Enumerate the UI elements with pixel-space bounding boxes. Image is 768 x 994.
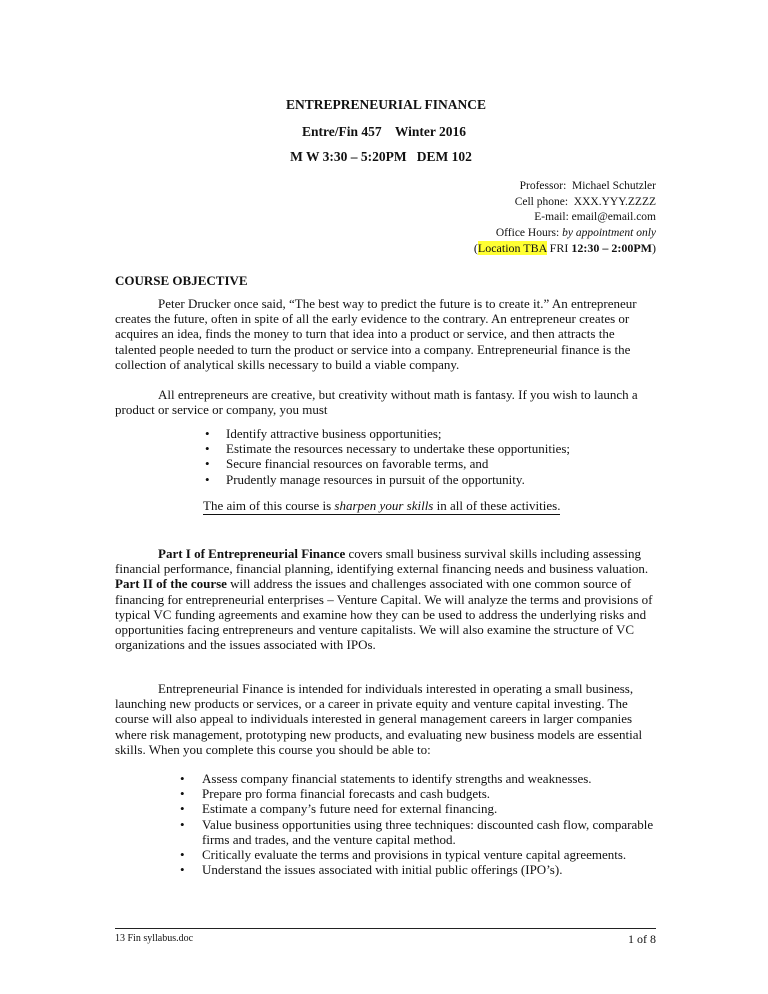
office-hours-label: Office Hours: — [495, 226, 560, 239]
course-title: ENTREPRENEURIAL FINANCE — [286, 97, 486, 112]
location-day: FRI — [546, 241, 572, 255]
objective-text-1: Peter Drucker once said, “The best way to predict the future is to create it.” An entrepreneur creates the future, often in spite of all the early evidence to the contrary. An entrepreneur creates or acquires an idea, finds the money to turn that idea into a product or service, and then attracts the talented people needed to turn the product or service into a company. Entrepreneurial finance is the collection of analytical skills necessary to build a viable company. — [115, 296, 637, 372]
location-close-paren: ) — [652, 241, 656, 255]
objective-paragraph-1 — [115, 296, 655, 372]
location-time: 12:30 – 2:00PM — [571, 241, 652, 255]
location-open-paren: ( — [473, 241, 478, 255]
list-item: • Assess company financial statements to identify strengths and weaknesses. — [180, 771, 660, 786]
professor-line: Professor: Michael Schutzler — [519, 180, 656, 192]
list-item: • Prepare pro forma financial forecasts and cash budgets. — [180, 786, 660, 801]
office-hours-line — [356, 226, 656, 242]
location-line — [356, 241, 656, 257]
location-highlight: Location TBA — [477, 241, 547, 255]
part-2-label: Part II of the course — [115, 576, 227, 592]
objective-paragraph-2 — [115, 387, 655, 417]
list-item: • Critically evaluate the terms and provisions in typical venture capital agreements. — [180, 847, 660, 862]
aim-text-end: in all of these activities. — [433, 498, 561, 513]
list-item: • Identify attractive business opportunities; — [205, 426, 665, 441]
aim-emphasis: sharpen your skills — [334, 498, 434, 513]
objective-text-2: All entrepreneurs are creative, but creativity without math is fantasy. If you wish to launch a product or service or company, you must — [115, 387, 638, 418]
parts-paragraph — [115, 546, 655, 652]
list-item: • Estimate a company’s future need for external financing. — [180, 801, 660, 816]
audience-text: Entrepreneurial Finance is intended for individuals interested in operating a small business, launching new products or services, or a career in private equity and venture capital investing. The course will also appeal to individuals interested in general management careers in larger companies where risk management, prototyping new products, and evaluating new business models are essential skills. When you complete this course you should be able to: — [115, 681, 643, 757]
list-item: • Estimate the resources necessary to undertake these opportunities; — [205, 441, 665, 456]
part-1-label: Part I of Entrepreneurial Finance — [158, 546, 346, 561]
course-number: Entre/Fin 457 Winter 2016 — [301, 124, 466, 139]
footer-page-number: 1 of 8 — [628, 932, 656, 946]
learning-outcomes-list — [180, 771, 660, 877]
cell-phone-line: Cell phone: XXX.YYY.ZZZZ — [514, 195, 656, 208]
office-hours-value: by appointment only — [562, 226, 656, 239]
footer-filename: 13 Fin syllabus.doc — [115, 933, 194, 944]
audience-paragraph — [115, 681, 655, 757]
objective-bullet-list — [205, 426, 665, 487]
course-objective-heading: COURSE OBJECTIVE — [115, 273, 248, 288]
parts-text — [115, 546, 655, 652]
contact-block — [356, 179, 656, 257]
course-aim — [203, 498, 560, 515]
part-1-text: covers small business survival skills including assessing financial performance, financial planning, identifying external financing needs and business valuation. — [115, 546, 649, 577]
list-item: • Secure financial resources on favorable terms, and — [205, 456, 665, 471]
part-2-text: will address the issues and challenges associated with one common source of financing for entrepreneurial enterprises – Venture Capital. We will analyze the terms and provisions of typical VC funding agreements and examine how they can be used to address the underlying risks and opportunities facing entrepreneurs and venture capitalists. We will also examine the structure of VC organizations and the issues associated with IPOs. — [115, 576, 653, 653]
footer-rule — [115, 928, 656, 929]
list-item: • Prudently manage resources in pursuit of the opportunity. — [205, 472, 665, 487]
list-item: • Value business opportunities using three techniques: discounted cash flow, comparable firms and trades, and the venture capital method. — [180, 817, 660, 847]
aim-text: The aim of this course is — [203, 498, 335, 513]
email-line: E-mail: email@email.com — [534, 211, 656, 223]
list-item: • Understand the issues associated with initial public offerings (IPO’s). — [180, 862, 660, 877]
course-schedule: M W 3:30 – 5:20PM DEM 102 — [290, 149, 472, 164]
